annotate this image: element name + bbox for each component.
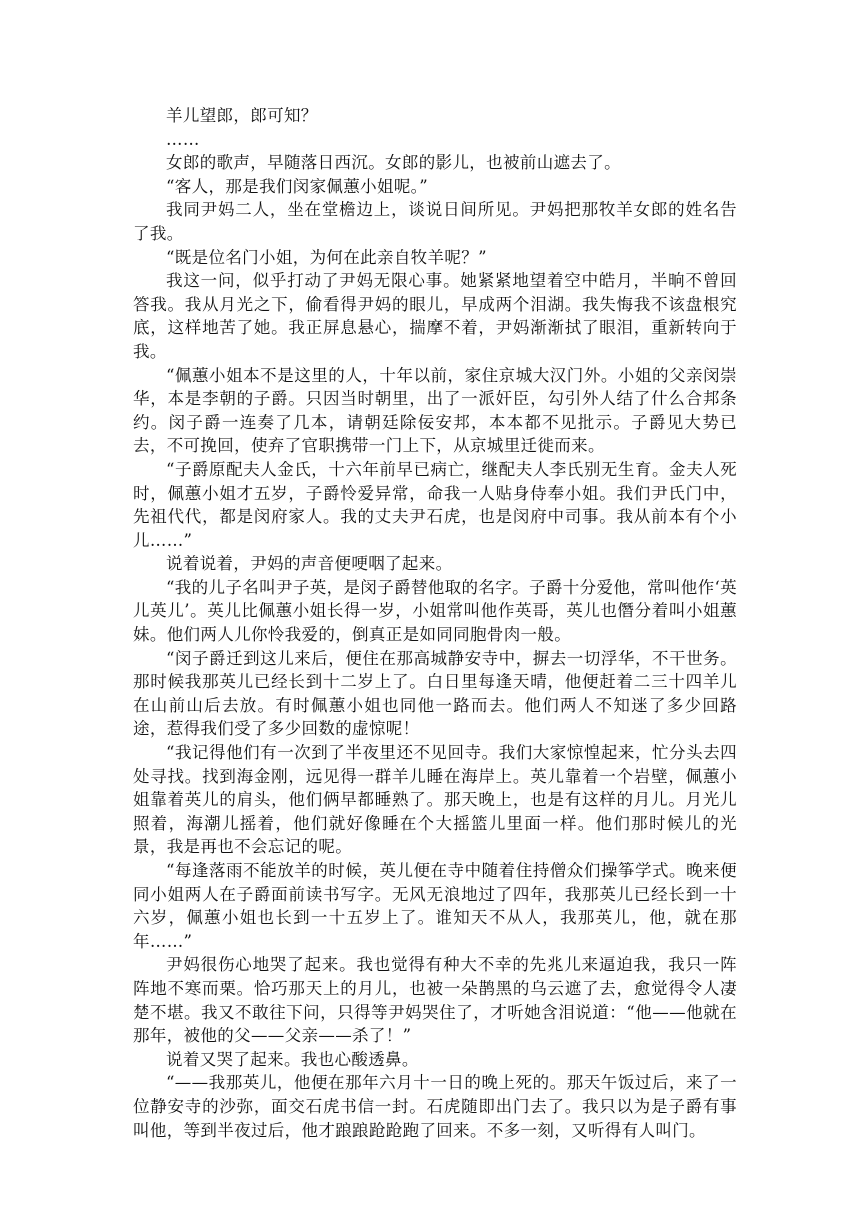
paragraph-10: 说着说着，尹妈的声音便哽咽了起来。 <box>166 554 453 574</box>
paragraph-16: 说着又哭了起来。我也心酸透鼻。 <box>166 1049 419 1069</box>
paragraph-15: 尹妈很伤心地哭了起来。我也觉得有种大不幸的先兆儿来逼迫我，我只一阵阵地不寒而栗。恰巧那天上的月儿，也被一朵鹊黑的乌云遮了去，愈觉得令人凄楚不堪。我又不敢往下问，只得等尹妈哭住了，才听她含泪说道：“他——他就在那年，被他的父——父亲——杀了！” <box>133 955 737 1046</box>
paragraph-8: “佩蕙小姐本不是这里的人，十年以前，家住京城大汉门外。小姐的父亲闵崇华，本是李朝的子爵。只因当时朝里，出了一派奸臣，勾引外人结了什么合邦条约。闵子爵一连奏了几本，请朝廷除佞安邦，本本都不见批示。子爵见大势已去，不可挽回，使弃了官职携带一门上下，从京城里迁徙而来。 <box>133 365 737 456</box>
paragraph-2: …… <box>166 129 200 149</box>
paragraph-11: “我的儿子名叫尹子英，是闵子爵替他取的名字。子爵十分爱他，常叫他作‘英儿英儿’。英儿比佩蕙小姐长得一岁，小姐常叫他作英哥，英儿也僭分着叫小姐蕙妹。他们两人儿你怜我爱的，倒真正是如同同胞骨肉一般。 <box>133 577 737 645</box>
paragraph-13: “我记得他们有一次到了半夜里还不见回寺。我们大家惊惶起来，忙分头去四处寻找。找到海金刚，远见得一群羊儿睡在海岸上。英儿靠着一个岩壁，佩蕙小姐靠着英儿的肩头，他们俩早都睡熟了。那天晚上，也是有这样的月儿。月光儿照着，海潮儿摇着，他们就好像睡在个大摇篮儿里面一样。他们那时候儿的光景，我是再也不会忘记的呢。 <box>133 743 737 857</box>
paragraph-17: “——我那英儿，他便在那年六月十一日的晚上死的。那天午饭过后，来了一位静安寺的沙弥，面交石虎书信一封。石虎随即出门去了。我只以为是子爵有事叫他，等到半夜过后，他才踉踉跄跄跑了回来。不多一刻，又听得有人叫门。 <box>133 1073 737 1140</box>
paragraph-4: “客人，那是我们闵家佩蕙小姐呢。” <box>166 176 429 196</box>
paragraph-6: “既是位名门小姐，为何在此亲自牧羊呢？” <box>166 247 487 267</box>
paragraph-9: “子爵原配夫人金氏，十六年前早已病亡，继配夫人李氏别无生育。金夫人死时，佩蕙小姐才五岁，子爵怜爱异常，命我一人贴身侍奉小姐。我们尹氏门中，先祖代代，都是闵府家人。我的丈夫尹石虎，也是闵府中司事。我从前本有个小儿……” <box>133 459 737 550</box>
paragraph-14: “每逢落雨不能放羊的时候，英儿便在寺中随着住持僧众们操筝学式。晚来便同小姐两人在子爵面前读书写字。无风无浪地过了四年，我那英儿已经长到一十六岁，佩蕙小姐也长到一十五岁上了。谁知天不从人，我那英儿，他，就在那年……” <box>133 861 737 951</box>
paragraph-5: 我同尹妈二人，坐在堂檐边上，谈说日间所见。尹妈把那牧羊女郎的姓名告了我。 <box>133 200 737 243</box>
paragraph-3: 女郎的歌声，早随落日西沉。女郎的影儿，也被前山遮去了。 <box>166 153 621 173</box>
paragraph-7: 我这一问，似乎打动了尹妈无限心事。她紧紧地望着空中皓月，半晌不曾回答我。我从月光之下，偷看得尹妈的眼儿，早成两个泪湖。我失悔我不该盘根究底，这样地苦了她。我正屏息悬心，揣摩不着，尹妈渐渐拭了眼泪，重新转向于我。 <box>133 271 737 361</box>
paragraph-12: “闵子爵迁到这儿来后，便住在那高城静安寺中，摒去一切浮华，不干世务。那时候我那英儿已经长到十二岁上了。白日里每逢天晴，他便赶着二三十四羊儿在山前山后去放。有时佩蕙小姐也同他一路而去。他们两人不知迷了多少回路途，惹得我们受了多少回数的虚惊呢！ <box>133 648 737 739</box>
paragraph-1: 羊儿望郎，郎可知？ <box>166 106 318 125</box>
